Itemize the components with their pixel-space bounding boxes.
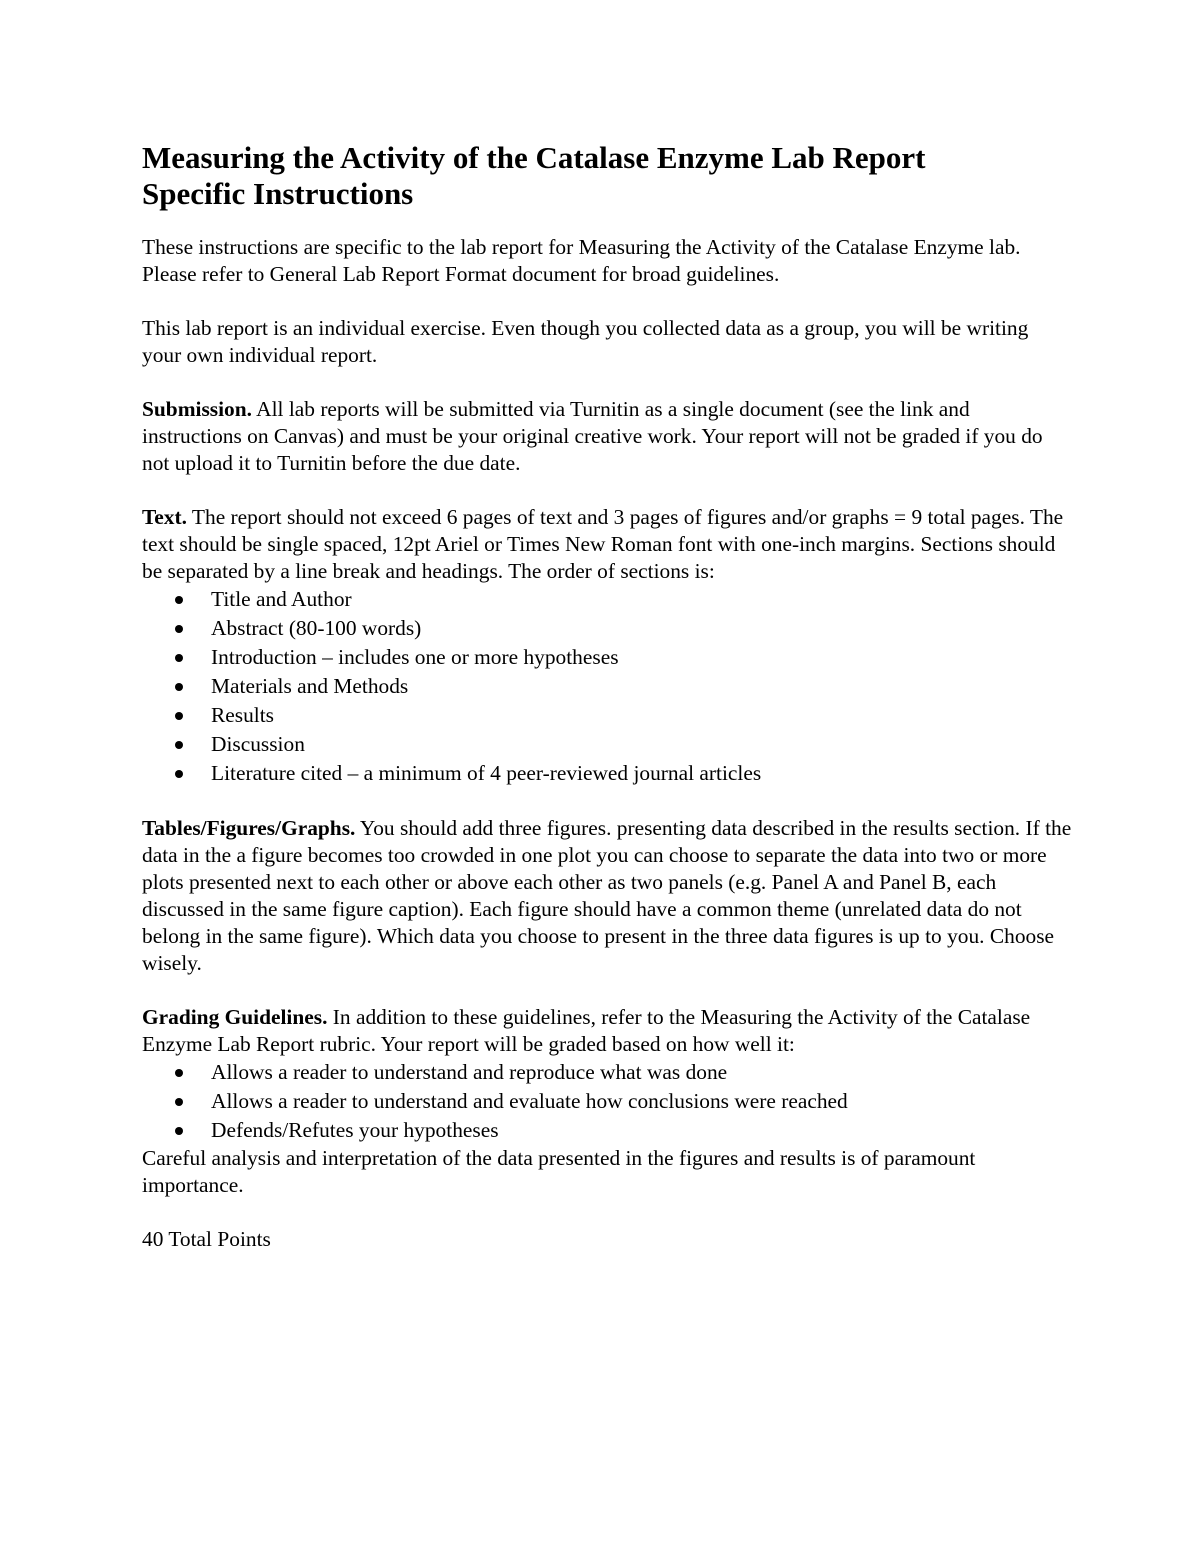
bullet-icon <box>175 1069 183 1077</box>
document-title <box>142 140 1072 212</box>
figures-heading: Tables/Figures/Graphs. <box>142 816 356 840</box>
text-paragraph <box>142 504 1072 585</box>
figures-text: You should add three figures. presenting data described in the results section. If the data in the a figure becomes too crowded in one plot you can choose to separate the data into two or more plots presented next to each other or above each other as two panels (e.g. Panel A and Panel B, each discussed in the same figure caption). Each figure should have a common theme (unrelated data do not belong in the same figure). Which data you choose to present in the three data figures is up to you. Choose wisely. <box>142 816 1072 975</box>
submission-heading: Submission. <box>142 397 252 421</box>
title-line-1: Measuring the Activity of the Catalase Enzyme Lab Report <box>142 140 926 175</box>
list-item: Results <box>142 701 1072 730</box>
grading-text: In addition to these guidelines, refer to the Measuring the Activity of the Catalase Enzyme Lab Report rubric. Your report will be graded based on how well it: <box>142 1005 1031 1056</box>
bullet-icon <box>175 1127 183 1135</box>
bullet-icon <box>175 683 183 691</box>
text-body: The report should not exceed 6 pages of text and 3 pages of figures and/or graphs = 9 total pages. The text should be single spaced, 12pt Ariel or Times New Roman font with one-inch margins. Sections should be separated by a line break and headings. The order of sections is: <box>142 505 1064 583</box>
submission-paragraph <box>142 396 1072 477</box>
list-item: Abstract (80-100 words) <box>142 614 1072 643</box>
list-item: Literature cited – a minimum of 4 peer-reviewed journal articles <box>142 759 1072 788</box>
bullet-icon <box>175 712 183 720</box>
document-page <box>142 140 1072 1280</box>
bullet-icon <box>175 596 183 604</box>
submission-text: All lab reports will be submitted via Turnitin as a single document (see the link and instructions on Canvas) and must be your original creative work. Your report will not be graded if you do not upload it to Turnitin before the due date. <box>142 397 1043 475</box>
individual-paragraph: This lab report is an individual exercise. Even though you collected data as a group, you will be writing your own individual report. <box>142 316 1029 367</box>
grading-closing: Careful analysis and interpretation of the data presented in the figures and results is of paramount importance. <box>142 1146 976 1197</box>
bullet-icon <box>175 741 183 749</box>
list-item: Allows a reader to understand and evaluate how conclusions were reached <box>142 1087 1072 1116</box>
title-line-2: Specific Instructions <box>142 176 414 211</box>
grading-paragraph <box>142 1004 1072 1058</box>
list-item: Introduction – includes one or more hypotheses <box>142 643 1072 672</box>
list-item: Defends/Refutes your hypotheses <box>142 1116 1072 1145</box>
figures-paragraph <box>142 815 1072 977</box>
grading-list <box>142 1058 1072 1145</box>
total-points: 40 Total Points <box>142 1227 271 1251</box>
bullet-icon <box>175 625 183 633</box>
section-order-list <box>142 585 1072 788</box>
list-item: Materials and Methods <box>142 672 1072 701</box>
list-item: Title and Author <box>142 585 1072 614</box>
list-item: Discussion <box>142 730 1072 759</box>
bullet-icon <box>175 1098 183 1106</box>
list-item: Allows a reader to understand and reproduce what was done <box>142 1058 1072 1087</box>
bullet-icon <box>175 770 183 778</box>
grading-heading: Grading Guidelines. <box>142 1005 328 1029</box>
intro-paragraph: These instructions are specific to the lab report for Measuring the Activity of the Catalase Enzyme lab. Please refer to General Lab Report Format document for broad guidelines. <box>142 235 1021 286</box>
bullet-icon <box>175 654 183 662</box>
text-heading: Text. <box>142 505 187 529</box>
